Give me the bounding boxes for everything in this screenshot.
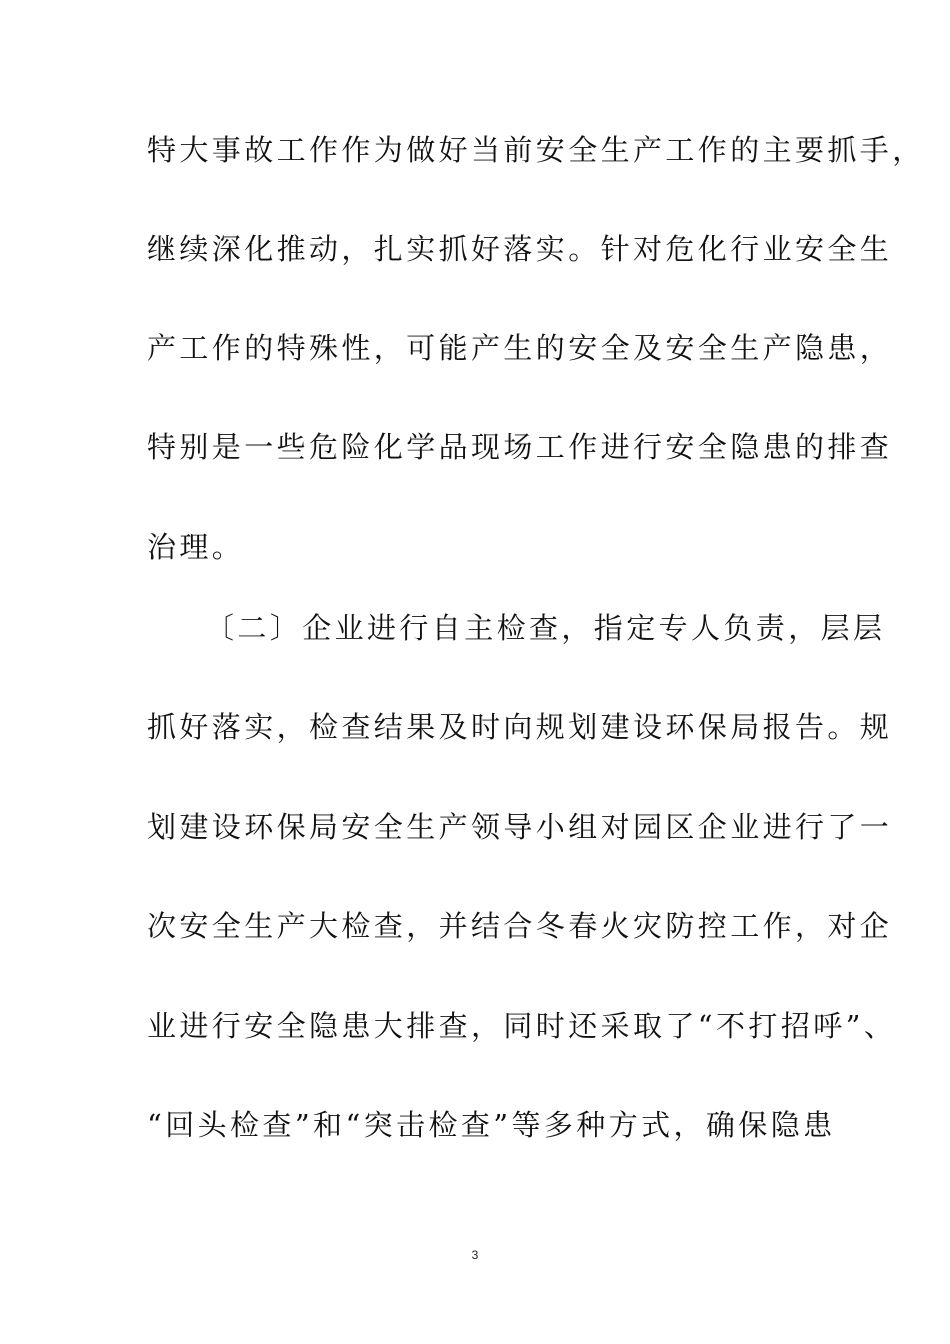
page-number: 3 xyxy=(471,1248,479,1262)
body-line-2: 继续深化推动，扎实抓好落实。针对危化行业安全生 xyxy=(147,232,893,266)
body-line-8: 划建设环保局安全生产领导小组对园区企业进行了一 xyxy=(147,810,893,844)
body-line-1: 特大事故工作作为做好当前安全生产工作的主要抓手， xyxy=(147,133,925,167)
body-line-5: 治理。 xyxy=(147,530,245,564)
body-line-3: 产工作的特殊性，可能产生的安全及安全生产隐患， xyxy=(147,331,893,365)
body-line-4: 特别是一些危险化学品现场工作进行安全隐患的排查 xyxy=(147,430,893,464)
section-heading-line: 〔二〕企业进行自主检查，指定专人负责，层层 xyxy=(205,611,886,645)
body-line-7: 抓好落实，检查结果及时向规划建设环保局报告。规 xyxy=(147,710,893,744)
body-line-10: 业进行安全隐患大排查，同时还采取了“不打招呼”、 xyxy=(147,1009,897,1043)
body-line-9: 次安全生产大检查，并结合冬春火灾防控工作，对企 xyxy=(147,909,893,943)
body-line-11: “回头检查”和“突击检查”等多种方式，确保隐患 xyxy=(147,1108,836,1142)
